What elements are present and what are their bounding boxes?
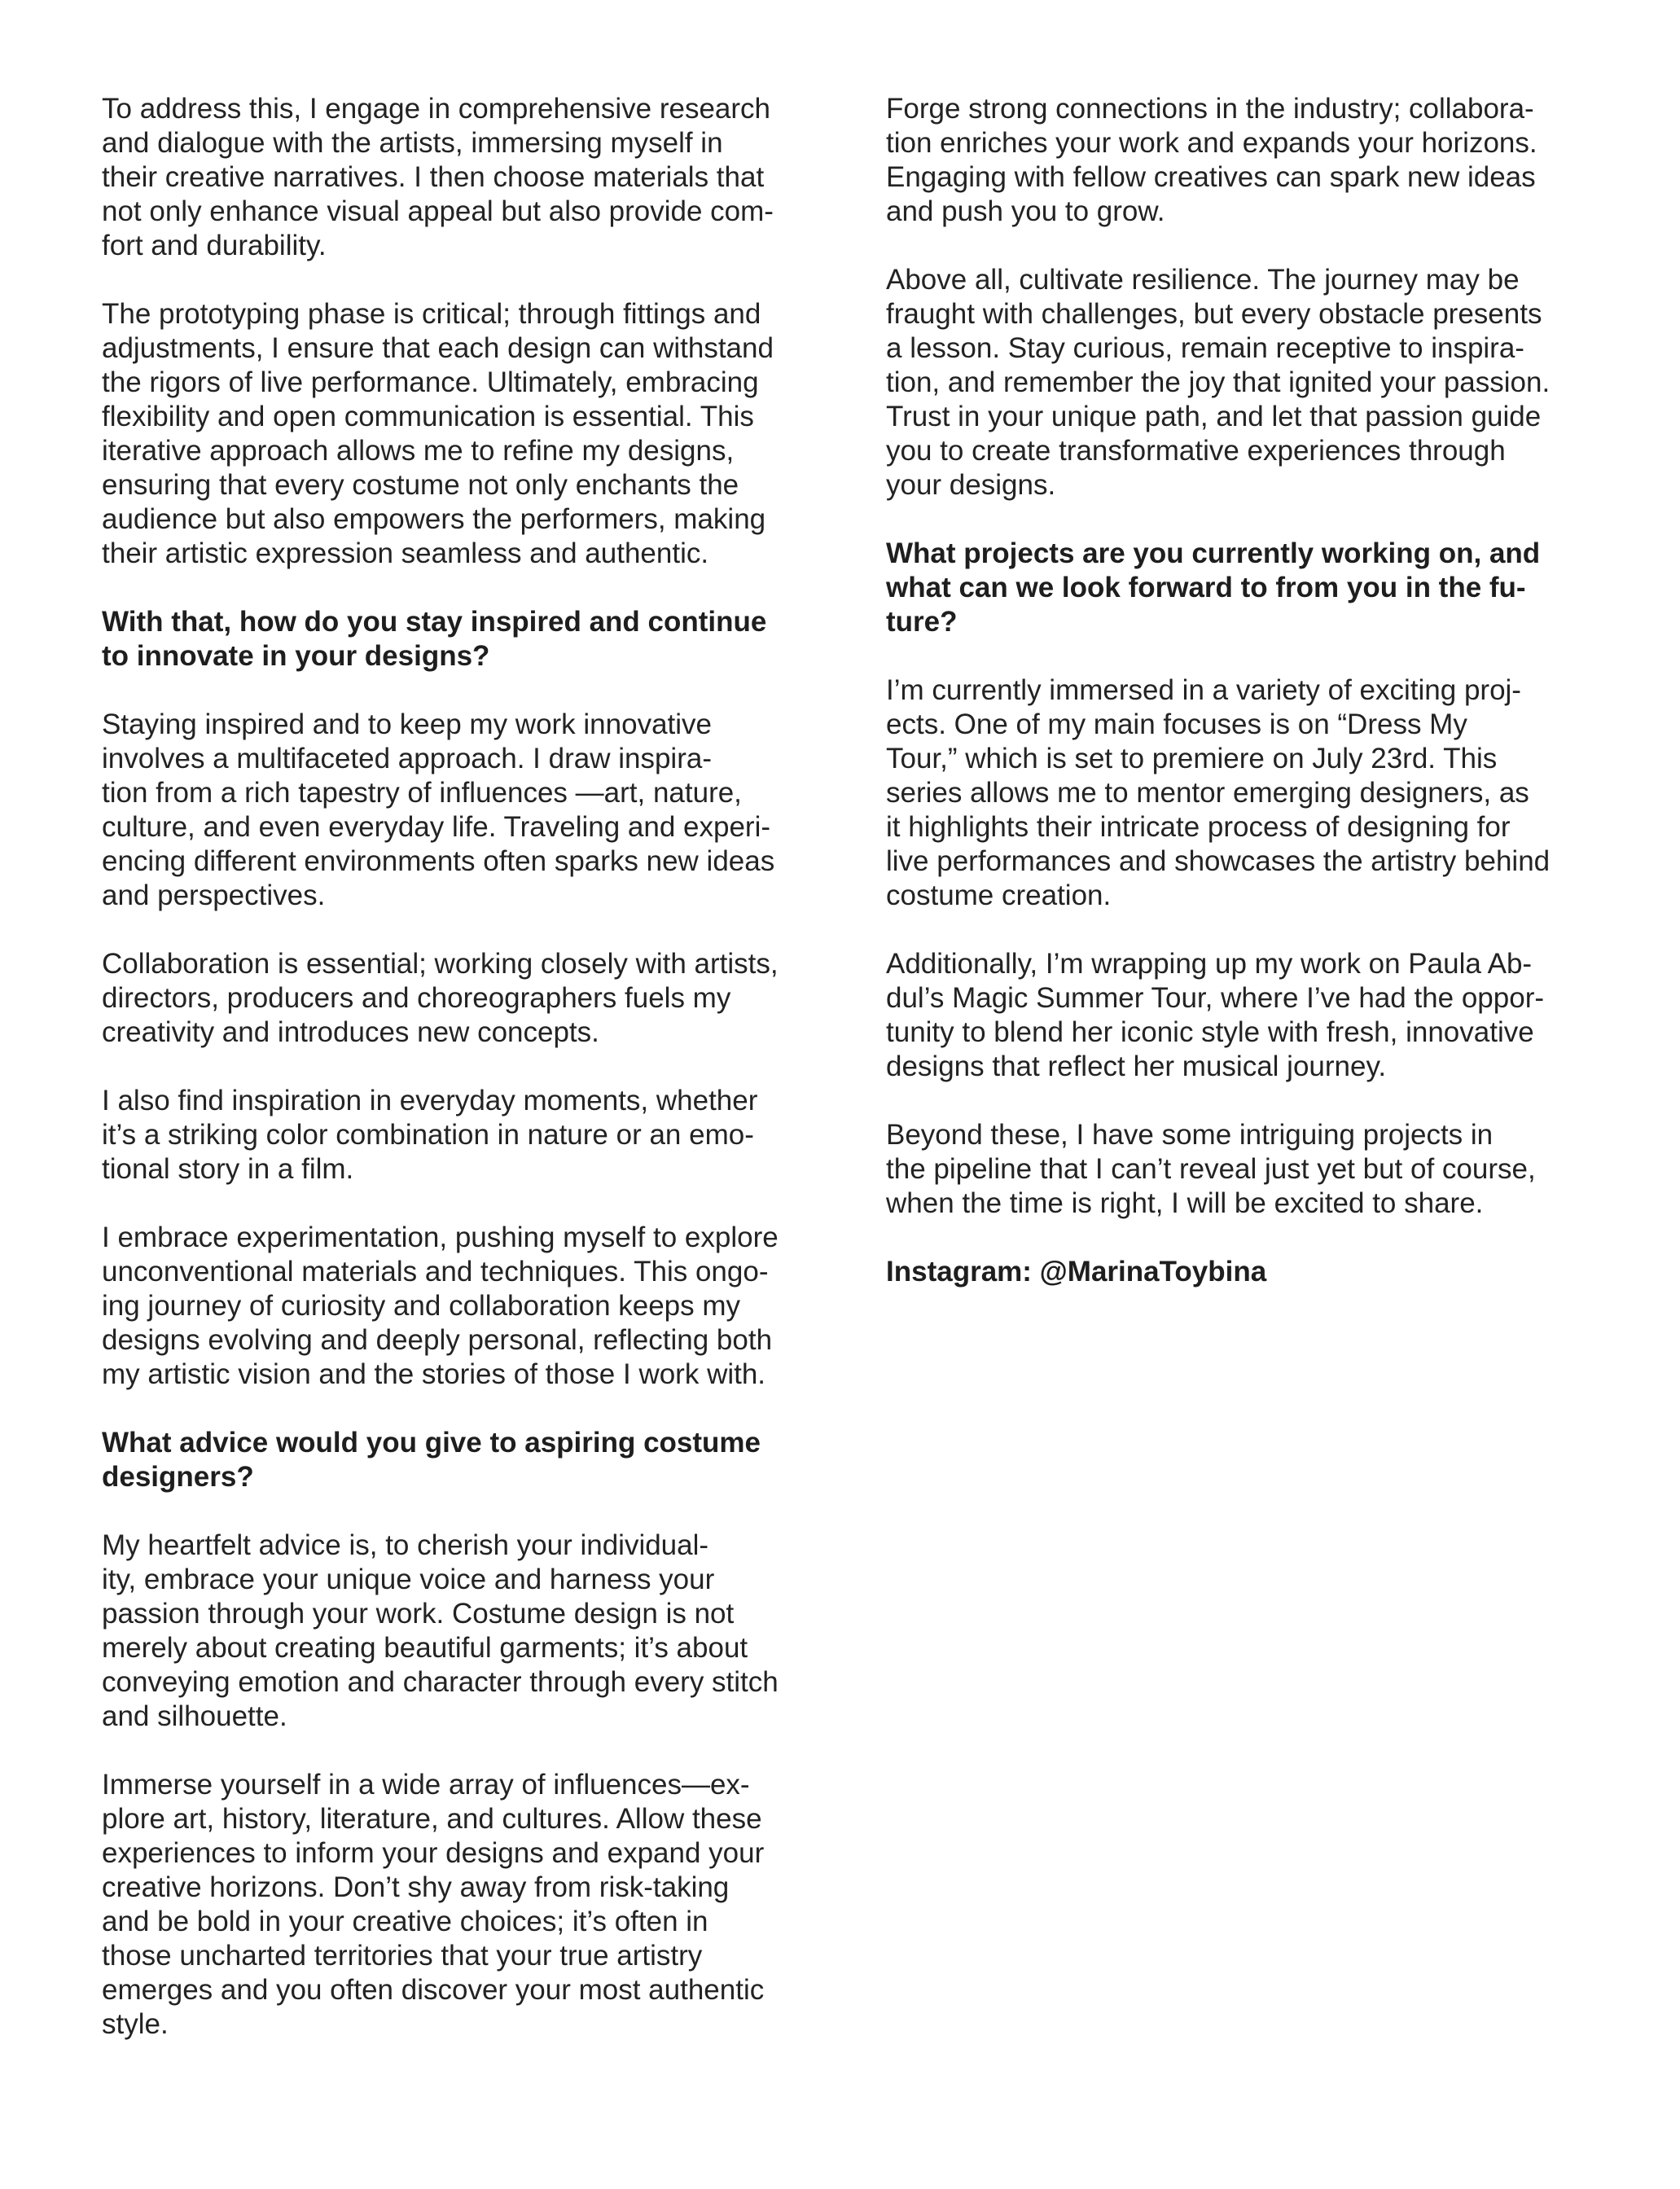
text-line: iterative approach allows me to refine my designs, — [102, 435, 735, 467]
text-line: Forge strong connections in the industry; collabora- — [886, 93, 1534, 125]
text-line: to innovate in your designs? — [102, 640, 490, 672]
paragraph — [102, 92, 794, 263]
text-line: tunity to blend her iconic style with fresh, innovative — [886, 1016, 1534, 1048]
text-line: and perspectives. — [102, 880, 326, 911]
text-line: not only enhance visual appeal but also provide com- — [102, 195, 774, 227]
text-line: ensuring that every costume not only enchants the — [102, 469, 739, 501]
text-line: tion, and remember the joy that ignited your passion. — [886, 366, 1551, 398]
text-line: adjustments, I ensure that each design can withstand — [102, 332, 774, 364]
text-line: those uncharted territories that your true artistry — [102, 1940, 703, 1972]
text-line: your designs. — [886, 469, 1056, 501]
text-line: a lesson. Stay curious, remain receptive to inspira- — [886, 332, 1524, 364]
text-line: The prototyping phase is critical; through fittings and — [102, 298, 761, 330]
text-line: and be bold in your creative choices; it’s often in — [102, 1906, 708, 1937]
text-line: designs that reflect her musical journey. — [886, 1051, 1387, 1082]
text-line: Beyond these, I have some intriguing projects in — [886, 1119, 1494, 1151]
text-line: Instagram: @MarinaToybina — [886, 1256, 1267, 1288]
text-line: tion from a rich tapestry of influences —art, nature, — [102, 777, 742, 809]
text-line: involves a multifaceted approach. I draw inspira- — [102, 743, 712, 774]
text-line: you to create transformative experiences through — [886, 435, 1506, 467]
text-line: series allows me to mentor emerging designers, as — [886, 777, 1529, 809]
text-line: fort and durability. — [102, 230, 327, 261]
text-line: encing different environments often sparks new ideas — [102, 845, 775, 877]
text-line: Collaboration is essential; working closely with artists, — [102, 948, 779, 980]
paragraph — [102, 1084, 794, 1187]
text-line: emerges and you often discover your most authentic — [102, 1974, 765, 2006]
text-line: my artistic vision and the stories of those I work with. — [102, 1358, 766, 1390]
text-line: and push you to grow. — [886, 195, 1165, 227]
left-text-column — [102, 92, 794, 2076]
text-line: costume creation. — [886, 880, 1112, 911]
text-line: ing journey of curiosity and collaboration keeps my — [102, 1290, 741, 1322]
text-line: directors, producers and choreographers fuels my — [102, 982, 731, 1014]
text-line: Staying inspired and to keep my work innovative — [102, 708, 713, 740]
text-line: ects. One of my main focuses is on “Dress My — [886, 708, 1467, 740]
text-line: My heartfelt advice is, to cherish your individual- — [102, 1529, 709, 1561]
text-line: unconventional materials and techniques. This ongo- — [102, 1256, 769, 1288]
text-line: creative horizons. Don’t shy away from risk-taking — [102, 1871, 730, 1903]
right-text-column — [886, 92, 1570, 1323]
text-line: To address this, I engage in comprehensive research — [102, 93, 771, 125]
text-line: I’m currently immersed in a variety of exciting proj- — [886, 674, 1521, 706]
text-line: Trust in your unique path, and let that passion guide — [886, 401, 1542, 432]
text-line: Additionally, I’m wrapping up my work on Paula Ab- — [886, 948, 1533, 980]
text-line: tion enriches your work and expands your horizons. — [886, 127, 1537, 159]
text-line: live performances and showcases the artistry behind — [886, 845, 1551, 877]
text-line: experiences to inform your designs and expand your — [102, 1837, 765, 1869]
text-line: What projects are you currently working on, and — [886, 537, 1541, 569]
text-line: culture, and even everyday life. Traveling and experi- — [102, 811, 771, 843]
text-line: passion through your work. Costume design is not — [102, 1598, 735, 1630]
paragraph — [102, 297, 794, 571]
text-line: it’s a striking color combination in nature or an emo- — [102, 1119, 754, 1151]
text-line: what can we look forward to from you in the fu- — [886, 572, 1526, 603]
text-line: tional story in a film. — [102, 1153, 354, 1185]
paragraph — [102, 1529, 794, 1734]
text-line: Above all, cultivate resilience. The journey may be — [886, 264, 1520, 296]
text-line: designers? — [102, 1461, 254, 1493]
text-line: and silhouette. — [102, 1700, 287, 1732]
text-line: when the time is right, I will be excited to share. — [886, 1187, 1484, 1219]
text-line: the pipeline that I can’t reveal just yet but of course, — [886, 1153, 1536, 1185]
text-line: What advice would you give to aspiring costume — [102, 1427, 761, 1459]
interview-question — [886, 537, 1570, 639]
paragraph — [886, 673, 1570, 913]
paragraph — [102, 1768, 794, 2042]
text-line: creativity and introduces new concepts. — [102, 1016, 599, 1048]
text-line: Immerse yourself in a wide array of influences—ex- — [102, 1769, 750, 1801]
text-line: style. — [102, 2008, 169, 2040]
text-line: their creative narratives. I then choose materials that — [102, 161, 765, 193]
interview-question — [102, 1426, 794, 1494]
text-line: With that, how do you stay inspired and continue — [102, 606, 767, 638]
text-line: merely about creating beautiful garments; it’s about — [102, 1632, 748, 1664]
text-line: the rigors of live performance. Ultimately, embracing — [102, 366, 759, 398]
paragraph — [886, 947, 1570, 1084]
text-line: ity, embrace your unique voice and harness your — [102, 1564, 715, 1595]
text-line: designs evolving and deeply personal, reflecting both — [102, 1324, 773, 1356]
text-line: their artistic expression seamless and authentic. — [102, 537, 709, 569]
interview-question — [102, 605, 794, 673]
text-line: dul’s Magic Summer Tour, where I’ve had the oppor- — [886, 982, 1545, 1014]
paragraph — [102, 1221, 794, 1392]
paragraph — [886, 92, 1570, 229]
text-line: audience but also empowers the performers, making — [102, 503, 766, 535]
text-line: conveying emotion and character through every stitch — [102, 1666, 779, 1698]
text-line: ture? — [886, 606, 958, 638]
paragraph — [102, 708, 794, 913]
instagram-handle — [886, 1255, 1570, 1289]
text-line: it highlights their intricate process of designing for — [886, 811, 1511, 843]
text-line: fraught with challenges, but every obstacle presents — [886, 298, 1542, 330]
text-line: Engaging with fellow creatives can spark new ideas — [886, 161, 1536, 193]
paragraph — [886, 263, 1570, 502]
text-line: I also find inspiration in everyday moments, whether — [102, 1085, 758, 1116]
text-line: I embrace experimentation, pushing myself to explore — [102, 1222, 779, 1253]
text-line: and dialogue with the artists, immersing myself in — [102, 127, 723, 159]
text-line: plore art, history, literature, and cultures. Allow these — [102, 1803, 762, 1835]
paragraph — [102, 947, 794, 1050]
text-line: flexibility and open communication is essential. This — [102, 401, 754, 432]
paragraph — [886, 1118, 1570, 1221]
text-line: Tour,” which is set to premiere on July 23rd. This — [886, 743, 1498, 774]
